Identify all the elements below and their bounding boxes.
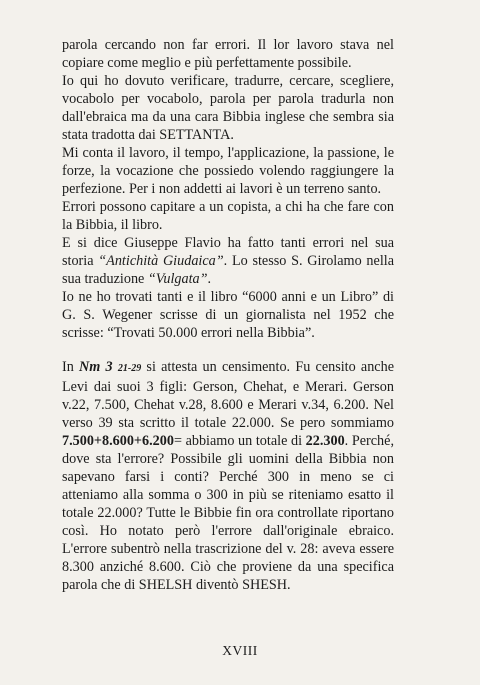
paragraph-7: In Nm 3 21-29 si attesta un censimento. Fu censito anche Levi dai suoi 3 figli: Gerson, Chehat, e Merari. Gerson v.22, 7.500, Chehat v.28, 8.600 e Merari v.34, 6.200. Nel verso 39 sta scritto il totale 22.000. Se pero sommiamo 7.500+8.600+6.200= abbiamo un totale di 22.300. Perché, dove sta l'errore? Possibile gli uomini della Bibbia non sapevano farsi i conti? Perché 300 in meno se ci atteniamo alla somma o 300 in più se riteniamo esatto il totale 22.000? Tutte le Bibbie fin ora controllate riportano così. Ho notato però l'errore dall'originale ebraico. L'errore subentrò nella trascrizione del v. 28: aveva essere 8.300 anziché 8.600. Ciò che proviene da una specifica parola che di SHELSH diventò SHESH. bbox=[62, 359, 394, 593]
body-text bbox=[62, 36, 394, 594]
paragraph-6: Io ne ho trovati tanti e il libro “6000 anni e un Libro” di G. S. Wegener scrisse di un giornalista nel 1952 che scrisse: “Trovati 50.000 errori nella Bibbia”. bbox=[62, 289, 394, 341]
paragraph-1: parola cercando non far errori. Il lor lavoro stava nel copiare come meglio e più perfettamente possibile. bbox=[62, 37, 394, 71]
paragraph-gap bbox=[62, 342, 394, 358]
paragraph-4: Errori possono capitare a un copista, a chi ha che fare con la Bibbia, il libro. bbox=[62, 199, 394, 233]
paragraph-5: E si dice Giuseppe Flavio ha fatto tanti errori nel sua storia “Antichità Giudaica”. Lo stesso S. Girolamo nella sua traduzione “Vulgata”. bbox=[62, 235, 394, 287]
paragraph-2: Io qui ho dovuto verificare, tradurre, cercare, scegliere, vocabolo per vocabolo, parola per parola tradurla non dall'ebraica ma da una cara Bibbia inglese che sembra sia stata tradotta dai SETTANTA. bbox=[62, 73, 394, 143]
paragraph-3: Mi conta il lavoro, il tempo, l'applicazione, la passione, le forze, la vocazione che possiedo volendo raggiungere la perfezione. Per i non addetti ai lavori è un terreno santo. bbox=[62, 145, 394, 197]
verse-range: 21-29 bbox=[117, 363, 142, 374]
book-title-antichita: “Antichità Giudaica” bbox=[98, 253, 224, 269]
book-title-vulgata: “Vulgata” bbox=[147, 271, 208, 287]
sum-expression: 7.500+8.600+6.200 bbox=[62, 433, 174, 449]
sum-total: 22.300 bbox=[305, 433, 345, 449]
verse-reference: Nm 3 bbox=[79, 359, 113, 375]
page-number: XVIII bbox=[222, 643, 258, 658]
